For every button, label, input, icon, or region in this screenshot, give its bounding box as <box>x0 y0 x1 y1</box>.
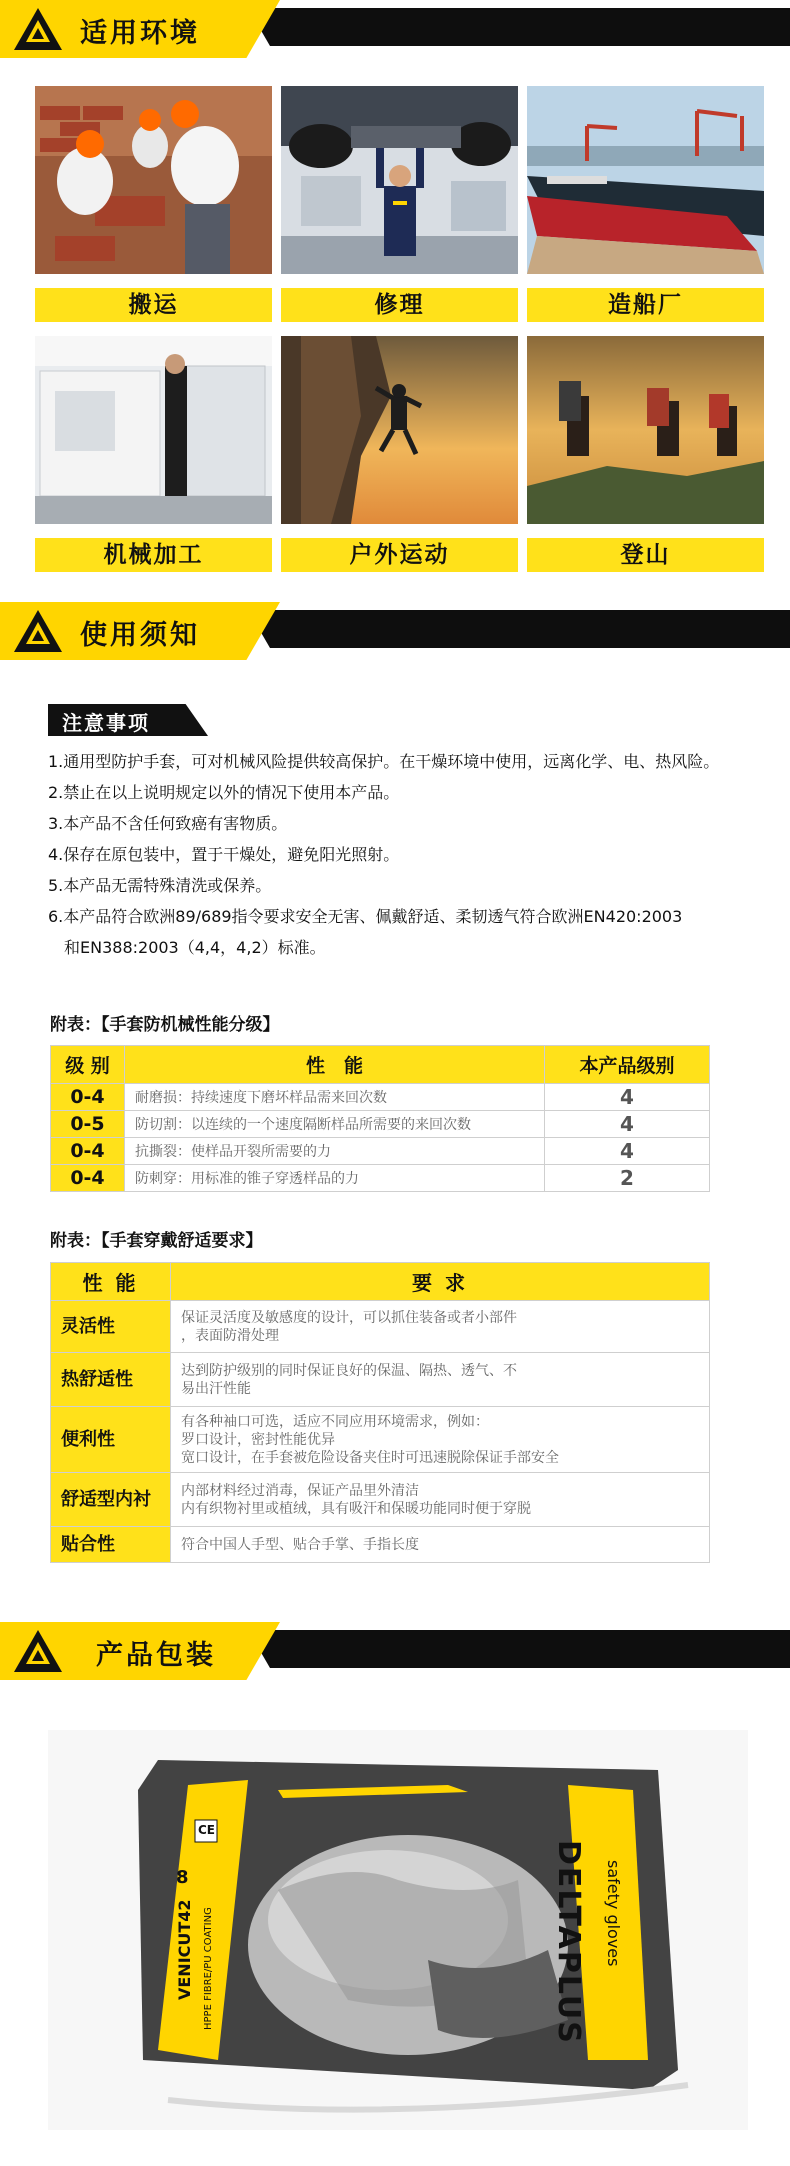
comfort-table-title: 附表：【手套穿戴舒适要求】 <box>50 1231 263 1251</box>
section-title: 适用环境 <box>80 18 200 49</box>
note-item: 6.本产品符合欧洲89/689指令要求安全无害、佩戴舒适、柔韧透气符合欧洲EN420:2003 <box>48 907 683 926</box>
note-item: 1.通用型防护手套，可对机械风险提供较高保护。在干燥环境中使用，远离化学、电、热风险。 <box>48 752 720 771</box>
env-card-hiking <box>527 336 764 572</box>
env-photo-shipyard <box>527 86 764 274</box>
section-banner-packaging <box>0 1622 790 1680</box>
notes-tag: 注意事项 <box>48 704 208 736</box>
deltaplus-logo-icon <box>12 1628 64 1674</box>
table-header: 性 能 <box>125 1046 545 1084</box>
env-label: 修理 <box>281 288 518 322</box>
section-banner-usage <box>0 602 790 660</box>
table-row: 0-4 防刺穿：用标准的锥子穿透样品的力 2 <box>51 1165 710 1192</box>
table-header: 性 能 <box>51 1263 171 1301</box>
mech-performance-table <box>50 1045 710 1192</box>
env-card-machining <box>35 336 272 572</box>
env-photo-machining <box>35 336 272 524</box>
section-title: 产品包装 <box>96 1640 216 1671</box>
env-card-shipyard <box>527 86 764 322</box>
env-card-climbing <box>281 336 518 572</box>
env-label: 造船厂 <box>527 288 764 322</box>
package-model: VENICUT42 <box>175 1899 194 2000</box>
env-photo-garage <box>281 86 518 274</box>
package-brand: DELTAPLUS <box>551 1840 586 2045</box>
note-item: 3.本产品不含任何致癌有害物质。 <box>48 814 288 833</box>
table-header: 本产品级别 <box>545 1046 710 1084</box>
section-title: 使用须知 <box>80 620 200 651</box>
env-label: 户外运动 <box>281 538 518 572</box>
mech-table-title: 附表：【手套防机械性能分级】 <box>50 1015 280 1035</box>
table-header: 级 别 <box>51 1046 125 1084</box>
note-item: 和EN388:2003（4,4，4,2）标准。 <box>64 938 326 957</box>
note-item: 2.禁止在以上说明规定以外的情况下使用本产品。 <box>48 783 400 802</box>
table-header: 要 求 <box>171 1263 710 1301</box>
env-photo-hiking <box>527 336 764 524</box>
ce-mark: CE <box>198 1823 216 1837</box>
table-row: 0-4 抗撕裂：使样品开裂所需要的力 4 <box>51 1138 710 1165</box>
env-card-garage <box>281 86 518 322</box>
deltaplus-logo-icon <box>12 608 64 654</box>
package-size: 8 <box>176 1867 189 1888</box>
table-row: 舒适型内衬 内部材料经过消毒，保证产品里外清洁 内有织物衬里或植绒，具有吸汗和保暖功能同时便于穿脱 <box>51 1473 710 1527</box>
env-photo-climbing <box>281 336 518 524</box>
env-label: 搬运 <box>35 288 272 322</box>
env-label: 登山 <box>527 538 764 572</box>
section-banner-environment <box>0 0 790 58</box>
table-row: 灵活性 保证灵活度及敏感度的设计，可以抓住装备或者小部件 ，表面防滑处理 <box>51 1301 710 1353</box>
note-item: 5.本产品无需特殊清洗或保养。 <box>48 876 272 895</box>
env-photo-construction <box>35 86 272 274</box>
table-row: 贴合性 符合中国人手型、贴合手掌、手指长度 <box>51 1527 710 1563</box>
comfort-requirements-table <box>50 1262 710 1563</box>
env-label: 机械加工 <box>35 538 272 572</box>
table-row: 便利性 有各种袖口可选，适应不同应用环境需求，例如： 罗口设计，密封性能优异 宽口设计，在手套被危险设备夹住时可迅速脱除保证手部安全 <box>51 1407 710 1473</box>
table-row: 0-5 防切割：以连续的一个速度隔断样品所需要的来回次数 4 <box>51 1111 710 1138</box>
notes-list <box>48 746 748 963</box>
package-tagline: safety gloves <box>604 1860 623 1967</box>
package-spec: HPPE FIBRE/PU COATING <box>203 1907 214 2030</box>
table-row: 0-4 耐磨损：持续速度下磨坏样品需来回次数 4 <box>51 1084 710 1111</box>
deltaplus-logo-icon <box>12 6 64 52</box>
env-card-construction <box>35 86 272 322</box>
note-item: 4.保存在原包装中，置于干燥处，避免阳光照射。 <box>48 845 400 864</box>
product-package-photo <box>48 1730 748 2130</box>
table-row: 热舒适性 达到防护级别的同时保证良好的保温、隔热、透气、不 易出汗性能 <box>51 1353 710 1407</box>
